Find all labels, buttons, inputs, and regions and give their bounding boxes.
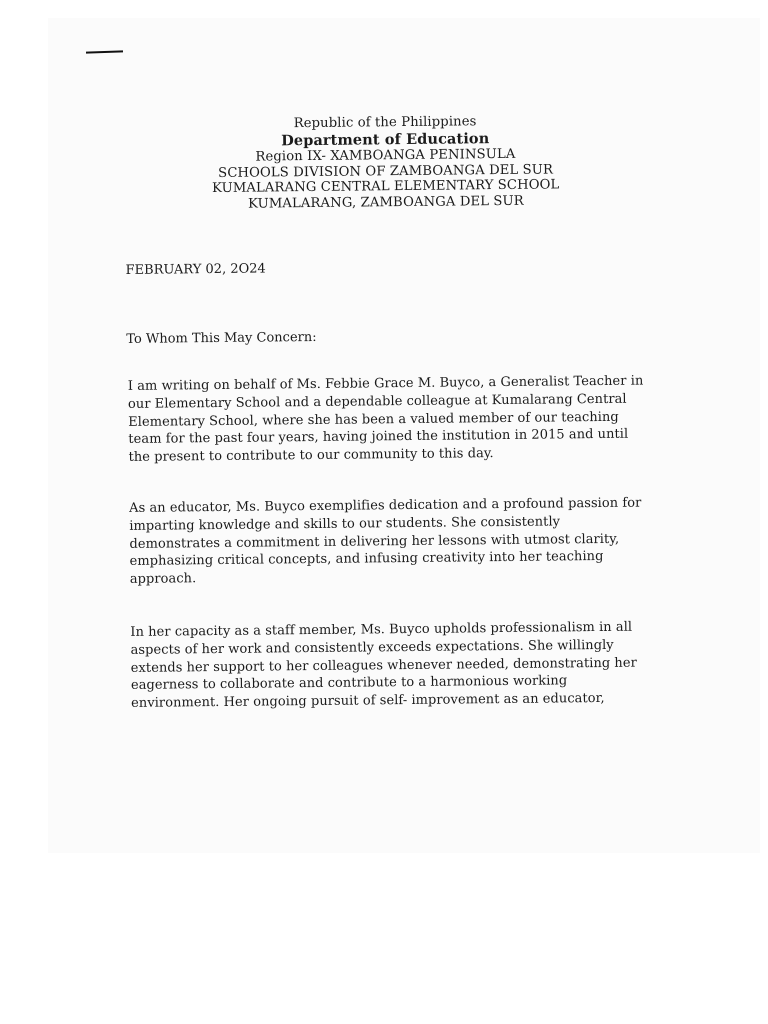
letter-date: FEBRUARY 02, 2O24	[125, 261, 266, 278]
header-department: Department of Education	[281, 129, 490, 150]
letter-body	[120, 112, 656, 712]
header-division: SCHOOLS DIVISION OF ZAMBOANGA DEL SUR	[218, 162, 554, 181]
header-republic: Republic of the Philippines	[293, 114, 477, 132]
paragraph-1: I am writing on behalf of Ms. Febbie Grace M. Buyco, a Generalist Teacher in our Elementary School and a dependable colleague at Kumalarang Central Elementary School, where she has been a valued member of our teaching team for the past four years, having joined the institution in 2015 and until the present to contribute to our community to this day.	[127, 373, 644, 466]
paragraph-3: In her capacity as a staff member, Ms. Buyco upholds professionalism in all aspects of her work and consistently exceeds expectations. She willingly extends her support to her colleagues whenever needed, demonstrating her eagerness to collaborate and contribute to a harmonious working environment. Her ongoing pursuit of self- improvement as an educator,	[130, 619, 637, 712]
paragraph-2: As an educator, Ms. Buyco exemplifies dedication and a profound passion for imparting knowledge and skills to our students. She consistently demonstrates a commitment in delivering her lessons with utmost clarity, emphasizing critical concepts, and infusing creativity into her teaching approach.	[129, 495, 642, 588]
header-school: KUMALARANG CENTRAL ELEMENTARY SCHOOL	[212, 177, 560, 197]
salutation: To Whom This May Concern:	[126, 329, 317, 347]
header-location: KUMALARANG, ZAMBOANGA DEL SUR	[248, 193, 524, 212]
letterhead	[120, 112, 651, 214]
header-region: Region IX- XAMBOANGA PENINSULA	[255, 146, 516, 165]
